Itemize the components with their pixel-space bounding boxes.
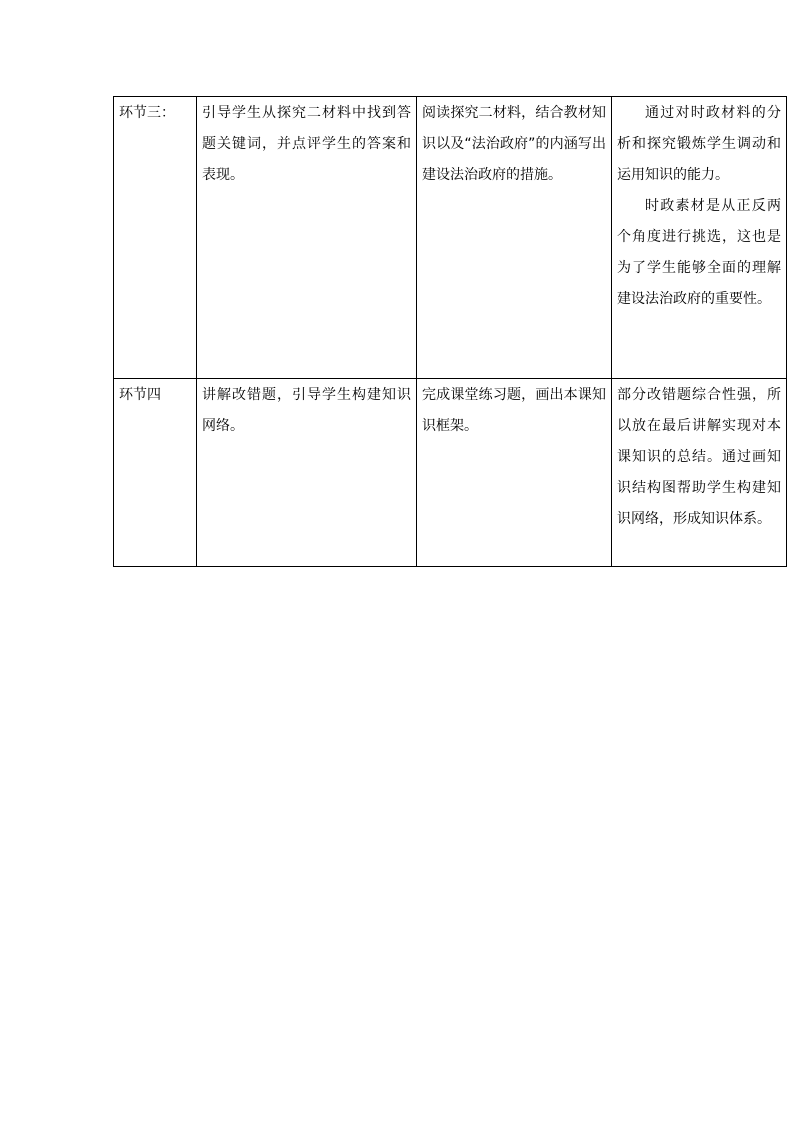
lesson-plan-table — [113, 96, 787, 567]
design-intent-cell — [612, 97, 787, 379]
stage-label: 环节三： — [119, 105, 175, 121]
stage-label: 环节四 — [119, 387, 161, 403]
teacher-activity-cell — [197, 379, 417, 567]
stage-cell — [114, 97, 197, 379]
design-intent-cell — [612, 379, 787, 567]
teacher-activity-text: 引导学生从探究二材料中找到答题关键词，并点评学生的答案和表现。 — [202, 105, 411, 183]
table-row — [114, 379, 787, 567]
student-activity-text: 完成课堂练习题，画出本课知识框架。 — [422, 387, 606, 434]
design-intent-paragraph: 通过对时政材料的分析和探究锻炼学生调动和运用知识的能力。 — [617, 105, 781, 183]
design-intent-paragraph: 时政素材是从正反两个角度进行挑选，这也是为了学生能够全面的理解建设法治政府的重要性。 — [617, 198, 781, 307]
student-activity-cell — [417, 97, 612, 379]
student-activity-text: 阅读探究二材料，结合教材知识以及“法治政府”的内涵写出建设法治政府的措施。 — [422, 105, 606, 183]
student-activity-cell — [417, 379, 612, 567]
design-intent-paragraph: 部分改错题综合性强，所以放在最后讲解实现对本课知识的总结。通过画知识结构图帮助学生构建知识网络，形成知识体系。 — [617, 387, 781, 527]
teacher-activity-cell — [197, 97, 417, 379]
teacher-activity-text: 讲解改错题，引导学生构建知识网络。 — [202, 387, 411, 434]
table-row — [114, 97, 787, 379]
stage-cell — [114, 379, 197, 567]
